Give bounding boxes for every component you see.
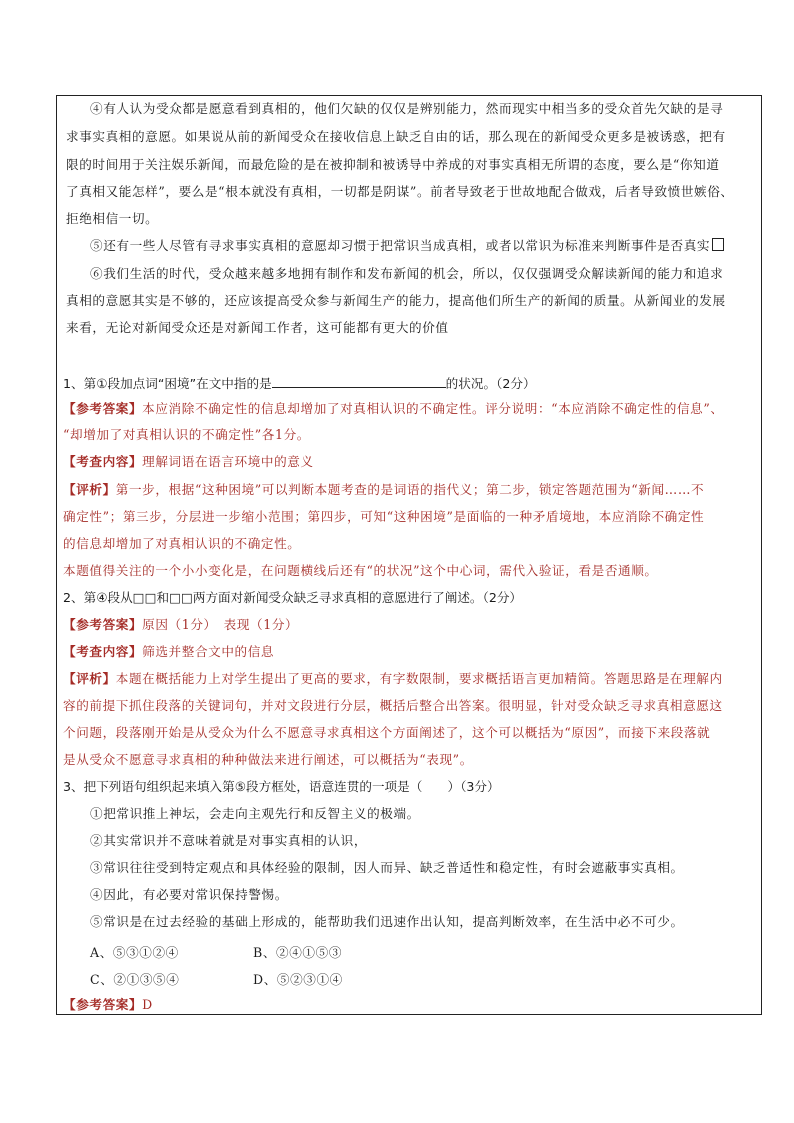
answer-text: D [142, 997, 153, 1012]
content-text: 理解词语在语言环境中的意义 [142, 454, 314, 469]
question-3-stem: 3、把下列语句组织起来填入第⑤段方框处，语意连贯的一项是（ ）（3分） [63, 779, 500, 794]
q3-answer [63, 996, 153, 1014]
content-frame [56, 95, 762, 1015]
passage-text: ⑤还有一些人尽管有寻求事实真相的意愿却习惯于把常识当成真相，或者以常识为标准来判断事件是否真实 [90, 238, 711, 253]
answer-tag: 【参考答案】 [63, 401, 143, 416]
passage-line: 限的时间用于关注娱乐新闻，而最危险的是在被抑制和被诱导中养成的对事实真相无所谓的态度，要么是“你知道 [66, 157, 720, 172]
q2-analysis-cont: 容的前提下抓住段落的关键词句，并对文段进行分层，概括后整合出答案。很明显，针对受众缺乏寻求真相意愿这 [63, 698, 723, 713]
option-a: A、⑤③①②④ [90, 945, 179, 960]
analysis-text: 第一步，根据“这种困境”可以判断本题考查的是词语的指代义；第二步，锁定答题范围为“新闻……不 [115, 482, 705, 497]
passage-line: 拒绝相信一切。 [66, 211, 159, 226]
passage-line: 来看，无论对新闻受众还是对新闻工作者，这可能都有更大的价值 [66, 320, 449, 335]
q2-content [63, 643, 274, 661]
analysis-tag: 【评析】 [63, 482, 116, 497]
q1-analysis [63, 481, 704, 499]
content-tag: 【考查内容】 [63, 454, 143, 469]
stem-text: 1、第①段加点词“困境”在文中指的是 [63, 376, 272, 391]
content-tag: 【考查内容】 [63, 644, 143, 659]
answer-tag: 【参考答案】 [63, 997, 143, 1012]
q3-sentence: ②其实常识并不意味着就是对事实真相的认识， [90, 833, 368, 848]
analysis-tag: 【评析】 [63, 671, 116, 686]
q2-analysis-cont: 个问题，段落刚开始是从受众为什么不愿意寻求真相这个方面阐述了，这个可以概括为“原因”，而接下来段落就 [63, 725, 711, 740]
passage-line: 求事实真相的意愿。如果说从前的新闻受众在接收信息上缺乏自由的话，那么现在的新闻受众更多是被诱惑，把有 [66, 129, 726, 144]
stem-text: 的状况。（2分） [445, 376, 536, 391]
answer-text: 原因（1分） 表现（1分） [142, 617, 299, 632]
option-d: D、⑤②③①④ [253, 972, 343, 987]
passage-line: ⑥我们生活的时代，受众越来越多地拥有制作和发布新闻的机会，所以，仅仅强调受众解读新闻的能力和追求 [90, 266, 724, 281]
passage-line: ④有人认为受众都是愿意看到真相的，他们欠缺的仅仅是辨别能力，然而现实中相当多的受众首先欠缺的是寻 [90, 101, 724, 116]
answer-text: 本应消除不确定性的信息却增加了对真相认识的不确定性。评分说明：“本应消除不确定性的信息”、 [142, 401, 724, 416]
option-b: B、②④①⑤③ [253, 945, 343, 960]
q2-answer [63, 616, 298, 634]
blank-box [712, 238, 724, 251]
passage-line-with-box [90, 237, 724, 255]
q1-content [63, 453, 314, 471]
passage-line: 真相的意愿其实是不够的，还应该提高受众参与新闻生产的能力，提高他们所生产的新闻的质量。从新闻业的发展 [66, 293, 726, 308]
q3-sentence: ④因此，有必要对常识保持警惕。 [90, 887, 288, 902]
q1-answer [63, 400, 724, 418]
analysis-text: 本题在概括能力上对学生提出了更高的要求，有字数限制，要求概括语言更加精简。答题思路是在理解内 [115, 671, 723, 686]
q1-answer-cont: “却增加了对真相认识的不确定性”各1分。 [63, 427, 310, 442]
question-2-stem: 2、第④段从□□和□□两方面对新闻受众缺乏寻求真相的意愿进行了阐述。（2分） [63, 590, 523, 605]
q2-analysis [63, 670, 723, 688]
content-text: 筛选并整合文中的信息 [142, 644, 275, 659]
q3-sentence: ⑤常识是在过去经验的基础上形成的，能帮助我们迅速作出认知，提高判断效率，在生活中必不可少。 [90, 914, 684, 929]
q1-note: 本题值得关注的一个小小变化是，在问题横线后还有“的状况”这个中心词，需代入验证，看是否通顺。 [63, 563, 658, 578]
option-c: C、②①③⑤④ [90, 972, 180, 987]
question-1-stem [63, 374, 536, 393]
q2-analysis-cont: 是从受众不愿意寻求真相的种种做法来进行阐述，可以概括为“表现”。 [63, 752, 473, 767]
passage-line: 了真相又能怎样”，要么是“根本就没有真相，一切都是阴谋”。前者导致老于世故地配合做戏，后者导致愤世嫉俗、 [66, 184, 734, 199]
q3-sentence: ③常识往往受到特定观点和具体经验的限制，因人而异、缺乏普适性和稳定性，有时会遮蔽事实真相。 [90, 860, 684, 875]
answer-blank-line [272, 374, 446, 388]
answer-tag: 【参考答案】 [63, 617, 143, 632]
q3-sentence: ①把常识推上神坛，会走向主观先行和反智主义的极端。 [90, 806, 420, 821]
q1-analysis-cont: 确定性”；第三步，分层进一步缩小范围；第四步，可知“这种困境”是面临的一种矛盾境地，本应消除不确定性 [63, 509, 705, 524]
q1-analysis-cont: 的信息却增加了对真相认识的不确定性。 [63, 536, 301, 551]
